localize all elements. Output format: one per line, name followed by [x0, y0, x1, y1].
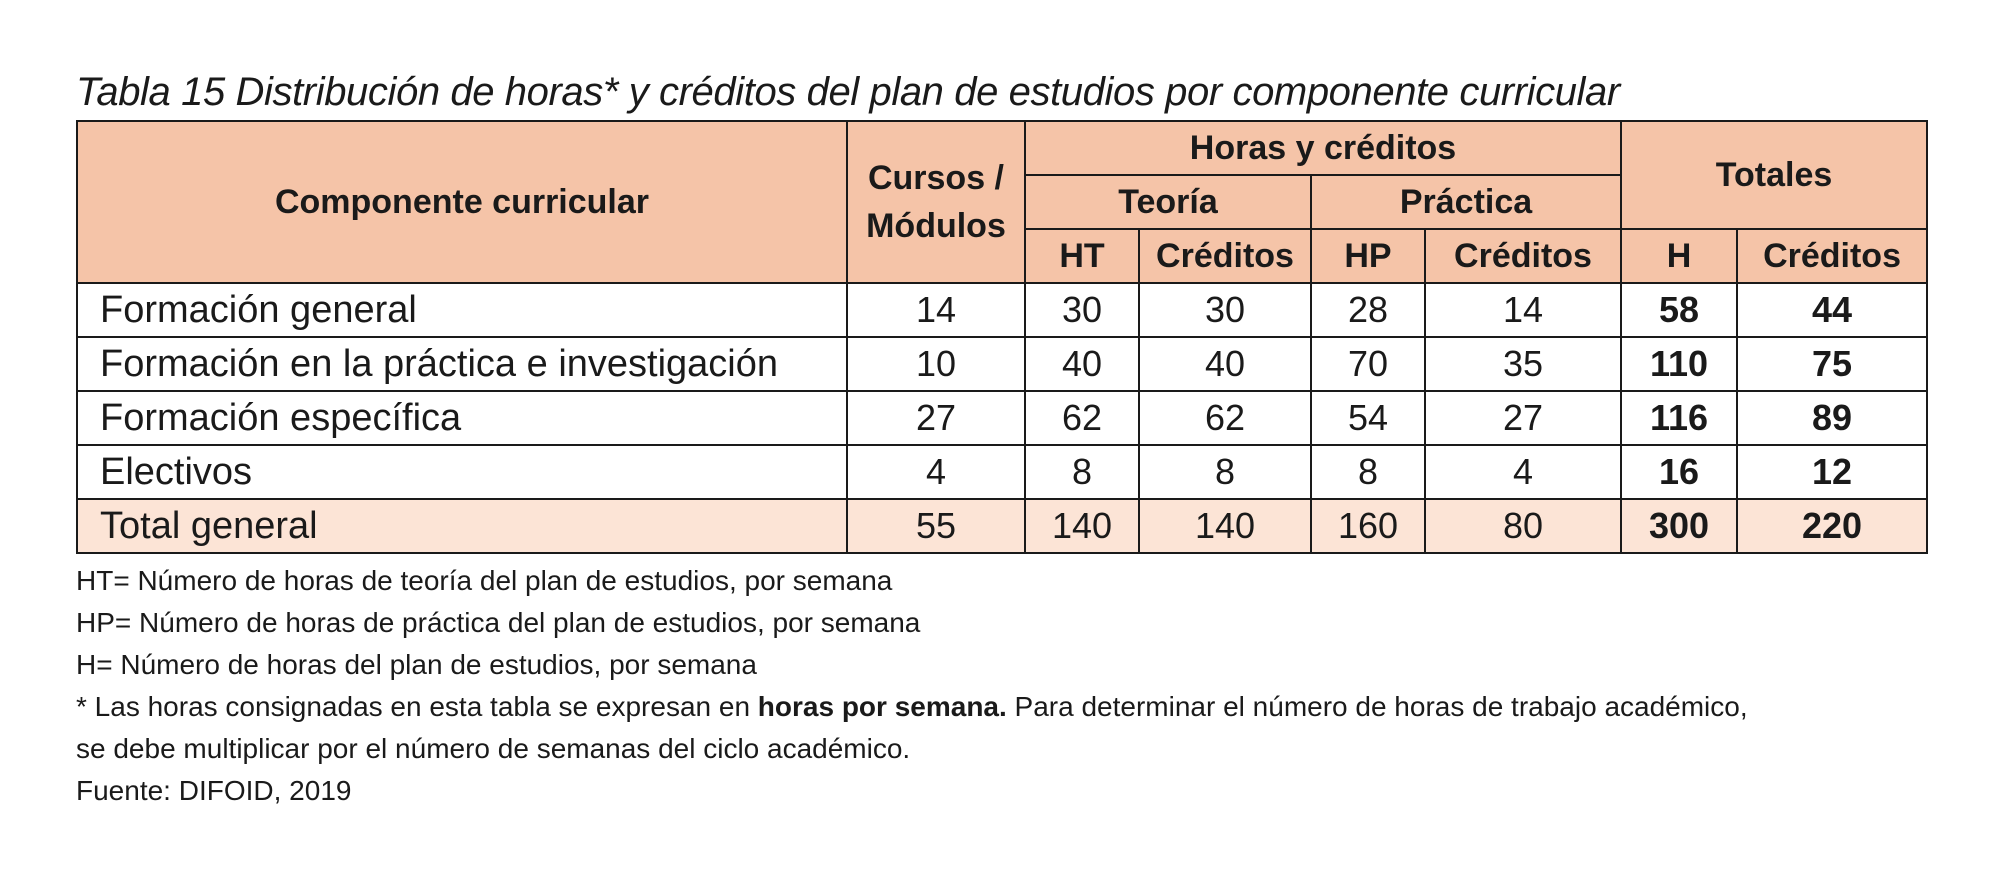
cell-hp: 8 — [1311, 445, 1425, 499]
note-asterisk-bold: horas por semana. — [757, 691, 1007, 722]
header-cursos-line2: Módulos — [866, 207, 1006, 245]
cell-total-creditos: 75 — [1737, 337, 1927, 391]
cell-total-h: 16 — [1621, 445, 1737, 499]
cell-hp: 160 — [1311, 499, 1425, 553]
header-creditos-total: Créditos — [1737, 229, 1927, 283]
header-h: H — [1621, 229, 1737, 283]
cell-total-creditos: 89 — [1737, 391, 1927, 445]
header-practica: Práctica — [1311, 175, 1621, 229]
note-ht: HT= Número de horas de teoría del plan de estudios, por semana — [76, 565, 893, 596]
row-name: Electivos — [77, 445, 847, 499]
header-componente: Componente curricular — [77, 121, 847, 283]
row-name: Total general — [77, 499, 847, 553]
cell-cursos: 4 — [847, 445, 1025, 499]
row-name: Formación general — [77, 283, 847, 337]
note-asterisk-line2: se debe multiplicar por el número de semanas del ciclo académico. — [76, 733, 911, 764]
cell-total-creditos: 220 — [1737, 499, 1927, 553]
cell-creditos-practica: 14 — [1425, 283, 1621, 337]
cell-creditos-teoria: 40 — [1139, 337, 1311, 391]
cell-creditos-teoria: 30 — [1139, 283, 1311, 337]
note-asterisk — [76, 686, 1926, 728]
document-page — [76, 64, 1926, 812]
header-creditos-practica: Créditos — [1425, 229, 1621, 283]
cell-ht: 40 — [1025, 337, 1139, 391]
table-header — [77, 121, 1927, 283]
cell-creditos-teoria: 62 — [1139, 391, 1311, 445]
table-row — [77, 445, 1927, 499]
row-name: Formación en la práctica e investigación — [77, 337, 847, 391]
cell-cursos: 14 — [847, 283, 1025, 337]
table-caption: Tabla 15 Distribución de horas* y créditos del plan de estudios por componente curricular — [76, 70, 1620, 114]
cell-total-h: 58 — [1621, 283, 1737, 337]
cell-creditos-teoria: 8 — [1139, 445, 1311, 499]
header-creditos-teoria: Créditos — [1139, 229, 1311, 283]
cell-cursos: 55 — [847, 499, 1025, 553]
note-asterisk-post: Para determinar el número de horas de trabajo académico, — [1006, 691, 1748, 722]
note-asterisk-pre: * Las horas consignadas en esta tabla se expresan en — [76, 691, 758, 722]
cell-cursos: 10 — [847, 337, 1025, 391]
cell-creditos-practica: 27 — [1425, 391, 1621, 445]
cell-hp: 28 — [1311, 283, 1425, 337]
table-row — [77, 283, 1927, 337]
cell-ht: 8 — [1025, 445, 1139, 499]
cell-ht: 140 — [1025, 499, 1139, 553]
cell-hp: 70 — [1311, 337, 1425, 391]
cell-ht: 62 — [1025, 391, 1139, 445]
table-body — [77, 283, 1927, 553]
table-notes — [76, 560, 1926, 812]
header-teoria: Teoría — [1025, 175, 1311, 229]
cell-creditos-practica: 80 — [1425, 499, 1621, 553]
cell-total-creditos: 44 — [1737, 283, 1927, 337]
note-hp: HP= Número de horas de práctica del plan de estudios, por semana — [76, 607, 921, 638]
cell-total-h: 116 — [1621, 391, 1737, 445]
header-cursos-line1: Cursos / — [867, 159, 1005, 197]
header-horas-creditos: Horas y créditos — [1025, 121, 1621, 175]
note-source: Fuente: DIFOID, 2019 — [76, 775, 352, 806]
header-totales: Totales — [1621, 121, 1927, 229]
note-h: H= Número de horas del plan de estudios, por semana — [76, 649, 757, 680]
header-cursos — [847, 121, 1025, 283]
cell-creditos-practica: 35 — [1425, 337, 1621, 391]
cell-ht: 30 — [1025, 283, 1139, 337]
row-name: Formación específica — [77, 391, 847, 445]
cell-total-creditos: 12 — [1737, 445, 1927, 499]
cell-total-h: 110 — [1621, 337, 1737, 391]
distribution-table — [76, 120, 1928, 554]
cell-cursos: 27 — [847, 391, 1025, 445]
table-row — [77, 391, 1927, 445]
total-row — [77, 499, 1927, 553]
cell-creditos-practica: 4 — [1425, 445, 1621, 499]
header-hp: HP — [1311, 229, 1425, 283]
cell-creditos-teoria: 140 — [1139, 499, 1311, 553]
cell-total-h: 300 — [1621, 499, 1737, 553]
header-ht: HT — [1025, 229, 1139, 283]
table-row — [77, 337, 1927, 391]
cell-hp: 54 — [1311, 391, 1425, 445]
